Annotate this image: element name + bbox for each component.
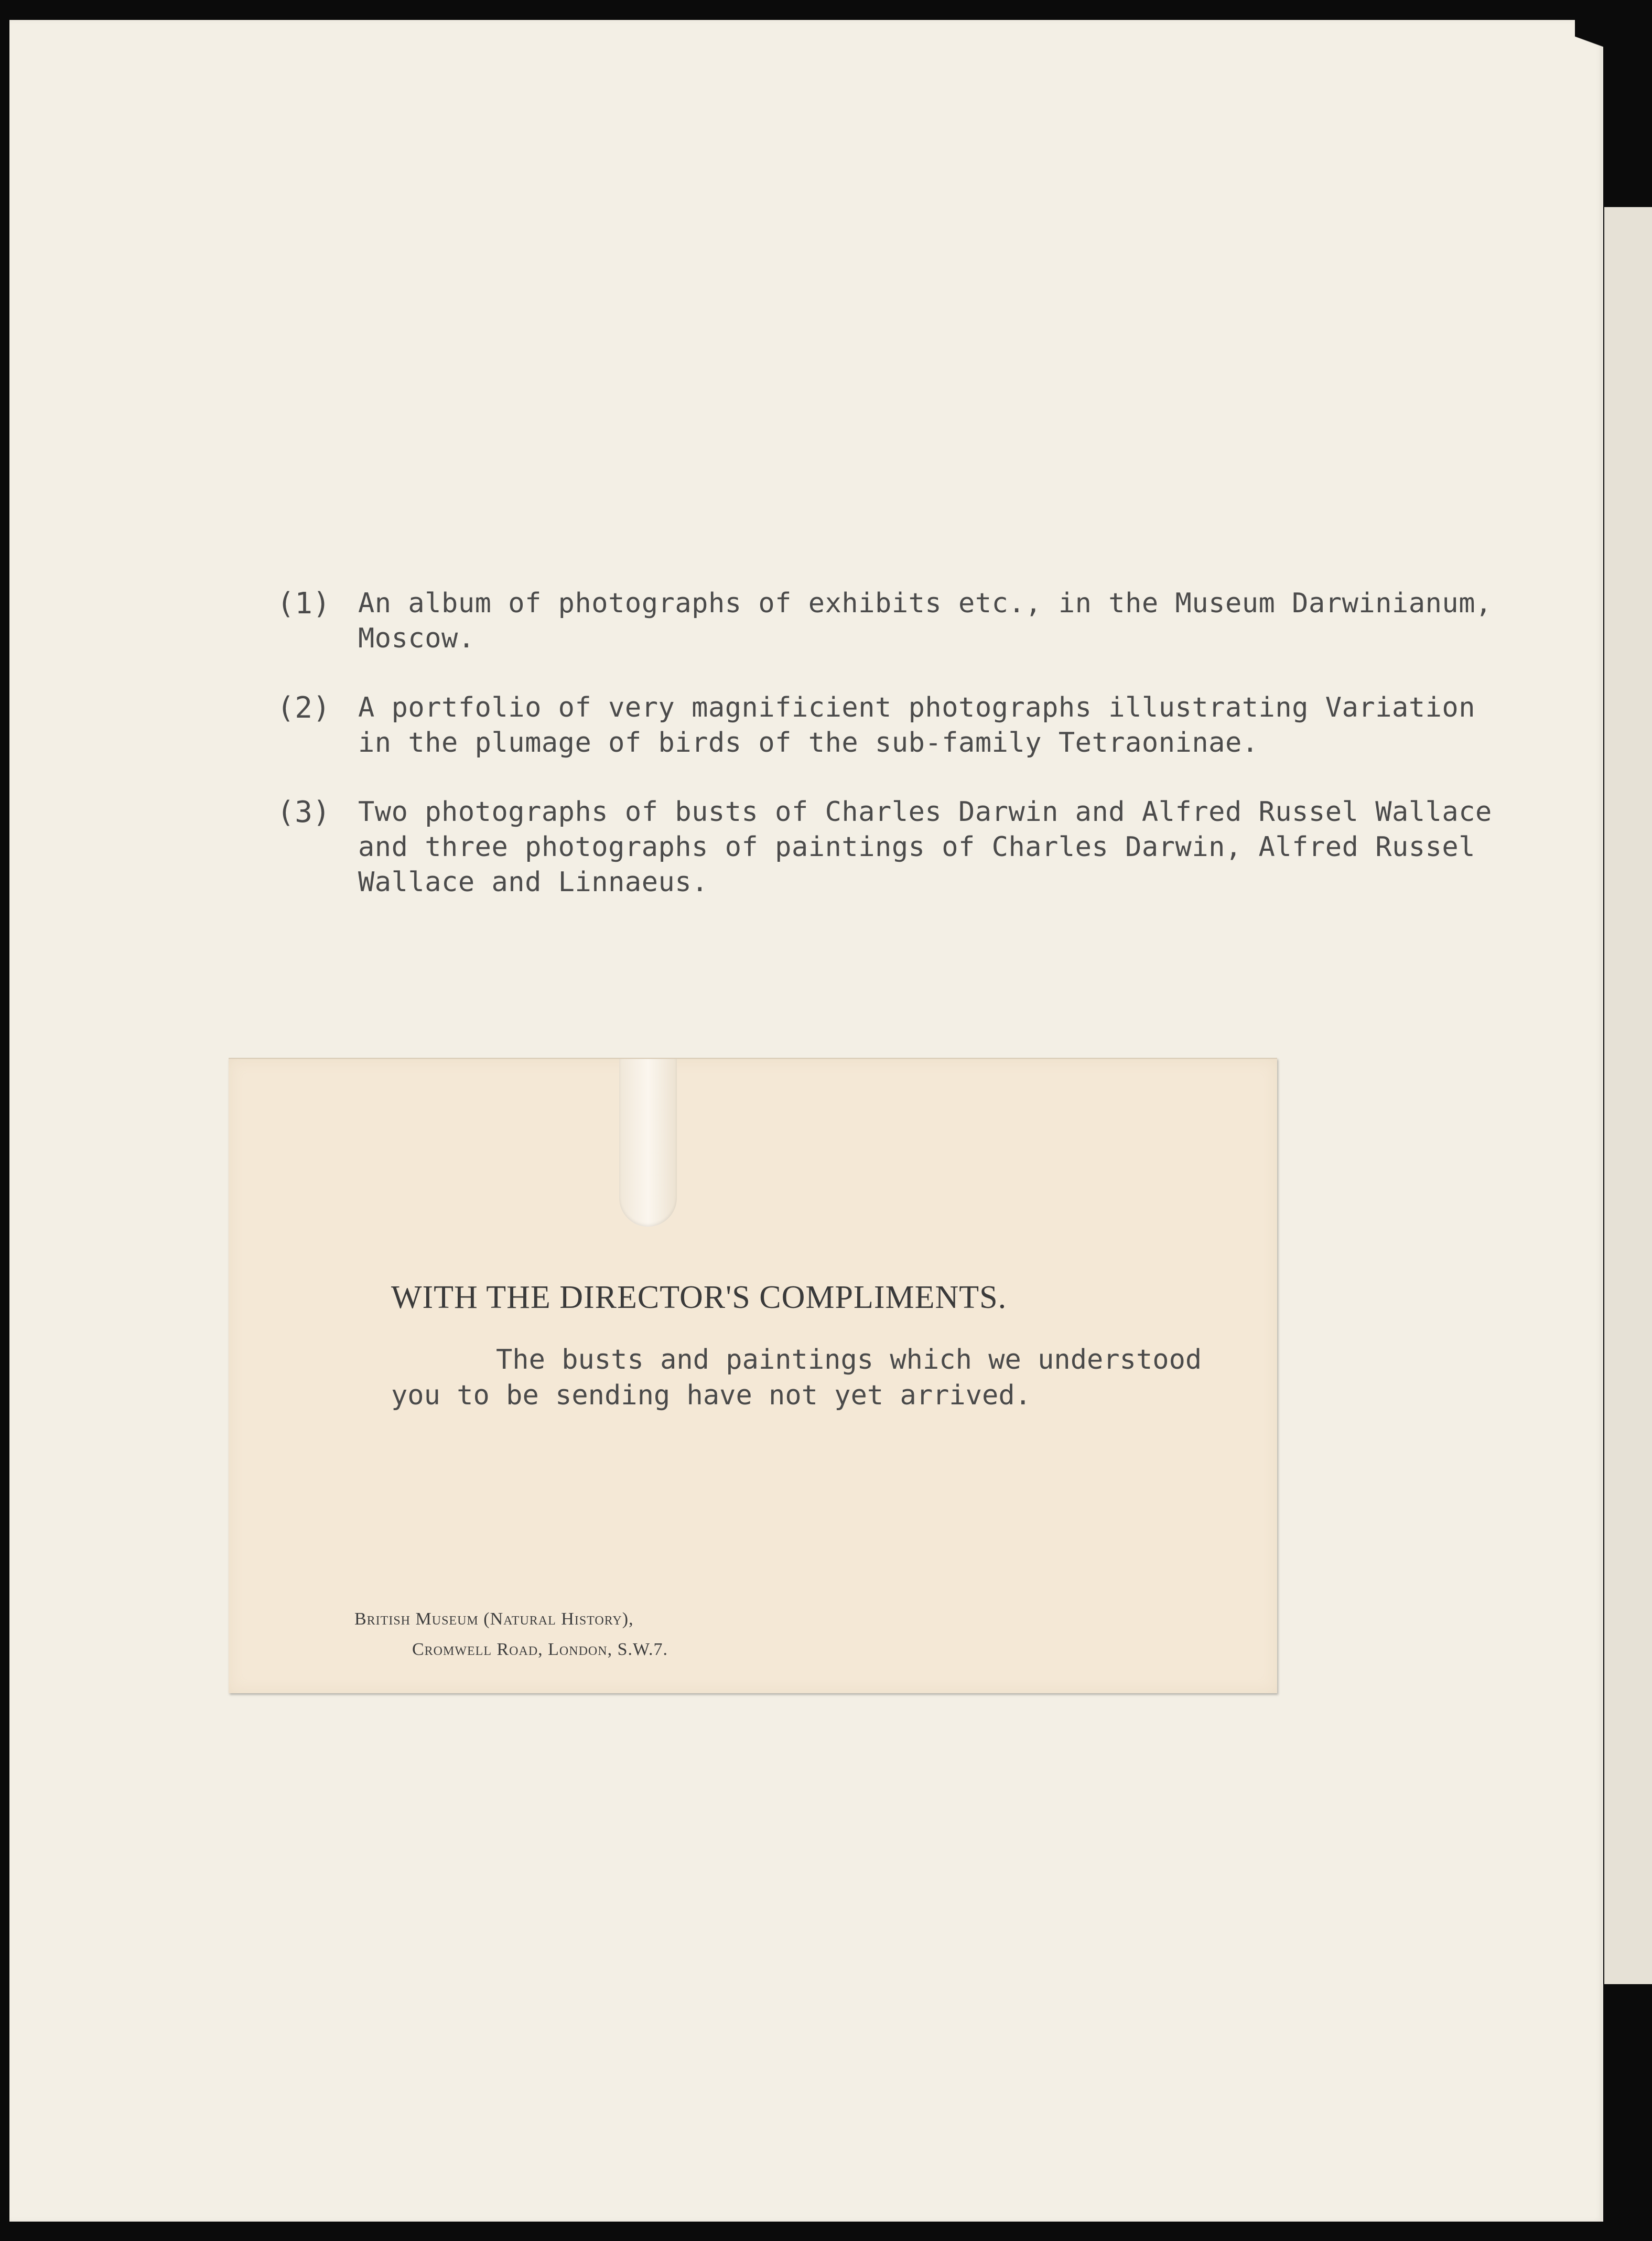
list-item [277, 586, 1588, 656]
list-item-line: in the plumage of birds of the sub-family Tetraoninae. [358, 727, 1259, 759]
list-item-line: and three photographs of paintings of Charles Darwin, Alfred Russel [358, 831, 1476, 863]
typed-list [277, 586, 1588, 934]
card-note-line: The busts and paintings which we understood [496, 1344, 1202, 1376]
card-note-line: you to be sending have not yet arrived. [391, 1380, 1031, 1411]
underlying-page-edge [1604, 207, 1652, 1984]
list-item [277, 795, 1588, 900]
list-item [277, 690, 1588, 761]
list-item-number: (3) [277, 795, 331, 829]
card-mount-slit [619, 1059, 677, 1227]
list-item-line: An album of photographs of exhibits etc., in the Museum Darwinianum, [358, 588, 1492, 619]
list-item-line: Wallace and Linnaeus. [358, 867, 708, 898]
card-address-line: British Museum (Natural History), [354, 1609, 634, 1629]
compliments-card [229, 1058, 1277, 1693]
list-item-line: Two photographs of busts of Charles Darwin and Alfred Russel Wallace [358, 796, 1492, 828]
card-typed-note [391, 1342, 1202, 1413]
list-item-number: (1) [277, 587, 331, 621]
list-item-line: A portfolio of very magnificient photographs illustrating Variation [358, 692, 1476, 723]
list-item-line: Moscow. [358, 623, 475, 654]
card-heading: WITH THE DIRECTOR'S COMPLIMENTS. [391, 1280, 1007, 1315]
page-corner [1575, 18, 1606, 81]
list-item-number: (2) [277, 691, 331, 725]
card-address [354, 1604, 668, 1665]
card-address-line: Cromwell Road, London, S.W.7. [412, 1640, 668, 1659]
document-page [9, 20, 1603, 2222]
